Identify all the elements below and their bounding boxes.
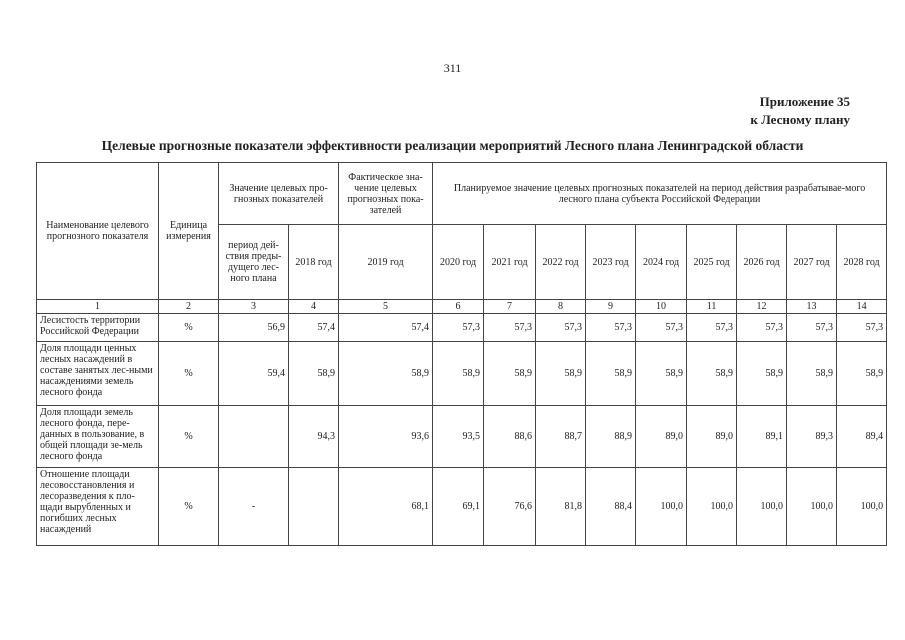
header-year: 2021 год bbox=[484, 225, 536, 300]
table-row bbox=[37, 342, 887, 406]
column-number: 6 bbox=[433, 300, 484, 314]
value-cell: 100,0 bbox=[636, 468, 687, 546]
value-cell: 58,9 bbox=[484, 342, 536, 406]
value-cell: 56,9 bbox=[219, 314, 289, 342]
table-row bbox=[37, 406, 887, 468]
value-cell: - bbox=[219, 468, 289, 546]
appendix-note bbox=[750, 93, 850, 129]
column-number: 12 bbox=[737, 300, 787, 314]
value-cell: 58,9 bbox=[339, 342, 433, 406]
page-number: 311 bbox=[443, 61, 462, 75]
value-cell: 57,3 bbox=[787, 314, 837, 342]
table-row bbox=[37, 468, 887, 546]
value-cell: 57,3 bbox=[837, 314, 887, 342]
value-cell: 58,9 bbox=[433, 342, 484, 406]
value-cell: 88,6 bbox=[484, 406, 536, 468]
value-cell: 57,3 bbox=[586, 314, 636, 342]
header-planned-values: Планируемое значение целевых прогнозных показателей на период действия разрабатывае-мого лесного плана субъекта Российской Федерации bbox=[433, 163, 887, 225]
value-cell: 58,9 bbox=[636, 342, 687, 406]
column-number: 8 bbox=[536, 300, 586, 314]
value-cell: 89,0 bbox=[636, 406, 687, 468]
indicator-name: Отношение площади лесовосстановления и лесоразведения к пло-щади вырубленных и погибших лесных насаждений bbox=[37, 468, 159, 546]
value-cell: 81,8 bbox=[536, 468, 586, 546]
column-number: 11 bbox=[687, 300, 737, 314]
header-year: 2024 год bbox=[636, 225, 687, 300]
value-cell: 57,3 bbox=[636, 314, 687, 342]
value-cell: 100,0 bbox=[787, 468, 837, 546]
header-year: 2026 год bbox=[737, 225, 787, 300]
value-cell: 57,3 bbox=[536, 314, 586, 342]
value-cell: 69,1 bbox=[433, 468, 484, 546]
column-number: 4 bbox=[289, 300, 339, 314]
value-cell: 100,0 bbox=[687, 468, 737, 546]
value-cell: 89,4 bbox=[837, 406, 887, 468]
unit-cell: % bbox=[159, 406, 219, 468]
appendix-line-1: Приложение 35 bbox=[759, 94, 850, 109]
column-number: 10 bbox=[636, 300, 687, 314]
value-cell: 59,4 bbox=[219, 342, 289, 406]
column-number: 9 bbox=[586, 300, 636, 314]
header-year: 2027 год bbox=[787, 225, 837, 300]
column-number: 7 bbox=[484, 300, 536, 314]
value-cell: 57,3 bbox=[433, 314, 484, 342]
document-title: Целевые прогнозные показатели эффективности реализации мероприятий Лесного плана Ленинградской области bbox=[101, 138, 804, 153]
header-year: 2025 год bbox=[687, 225, 737, 300]
appendix-line-2: к Лесному плану bbox=[750, 112, 850, 127]
header-2019: 2019 год bbox=[339, 225, 433, 300]
value-cell: 88,9 bbox=[586, 406, 636, 468]
unit-cell: % bbox=[159, 314, 219, 342]
value-cell: 88,7 bbox=[536, 406, 586, 468]
column-number-row bbox=[37, 300, 887, 314]
value-cell: 93,5 bbox=[433, 406, 484, 468]
value-cell: 76,6 bbox=[484, 468, 536, 546]
value-cell: 57,3 bbox=[484, 314, 536, 342]
header-year: 2020 год bbox=[433, 225, 484, 300]
column-number: 13 bbox=[787, 300, 837, 314]
column-number: 5 bbox=[339, 300, 433, 314]
value-cell: 58,9 bbox=[289, 342, 339, 406]
header-2018: 2018 год bbox=[289, 225, 339, 300]
value-cell: 93,6 bbox=[339, 406, 433, 468]
unit-cell: % bbox=[159, 468, 219, 546]
value-cell: 89,1 bbox=[737, 406, 787, 468]
indicators-table bbox=[36, 162, 887, 546]
column-number: 14 bbox=[837, 300, 887, 314]
value-cell: 58,9 bbox=[687, 342, 737, 406]
unit-cell: % bbox=[159, 342, 219, 406]
value-cell: 57,3 bbox=[737, 314, 787, 342]
header-row-1 bbox=[37, 163, 887, 225]
indicator-name: Доля площади земель лесного фонда, пере-данных в пользование, в общей площади зе-мель лесного фонда bbox=[37, 406, 159, 468]
header-prev-period: период дей-ствия преды-дущего лес-ного плана bbox=[219, 225, 289, 300]
value-cell: 57,4 bbox=[289, 314, 339, 342]
value-cell: 57,4 bbox=[339, 314, 433, 342]
value-cell: 100,0 bbox=[837, 468, 887, 546]
column-number: 2 bbox=[159, 300, 219, 314]
column-number: 3 bbox=[219, 300, 289, 314]
header-actual-value: Фактическое зна-чение целевых прогнозных пока-зателей bbox=[339, 163, 433, 225]
header-year: 2023 год bbox=[586, 225, 636, 300]
value-cell: 94,3 bbox=[289, 406, 339, 468]
value-cell: 58,9 bbox=[536, 342, 586, 406]
value-cell: 89,0 bbox=[687, 406, 737, 468]
header-target-values: Значение целевых про-гнозных показателей bbox=[219, 163, 339, 225]
value-cell bbox=[219, 406, 289, 468]
value-cell: 68,1 bbox=[339, 468, 433, 546]
column-number: 1 bbox=[37, 300, 159, 314]
value-cell: 88,4 bbox=[586, 468, 636, 546]
value-cell: 58,9 bbox=[787, 342, 837, 406]
value-cell: 57,3 bbox=[687, 314, 737, 342]
value-cell: 89,3 bbox=[787, 406, 837, 468]
value-cell bbox=[289, 468, 339, 546]
header-unit: Единица измерения bbox=[159, 163, 219, 300]
value-cell: 58,9 bbox=[837, 342, 887, 406]
value-cell: 100,0 bbox=[737, 468, 787, 546]
indicator-name: Доля площади ценных лесных насаждений в составе занятых лес-ными насаждениями земель лесного фонда bbox=[37, 342, 159, 406]
table-row bbox=[37, 314, 887, 342]
header-year: 2028 год bbox=[837, 225, 887, 300]
header-indicator-name: Наименование целевого прогнозного показателя bbox=[37, 163, 159, 300]
indicator-name: Лесистость территории Российской Федерации bbox=[37, 314, 159, 342]
value-cell: 58,9 bbox=[737, 342, 787, 406]
header-year: 2022 год bbox=[536, 225, 586, 300]
value-cell: 58,9 bbox=[586, 342, 636, 406]
